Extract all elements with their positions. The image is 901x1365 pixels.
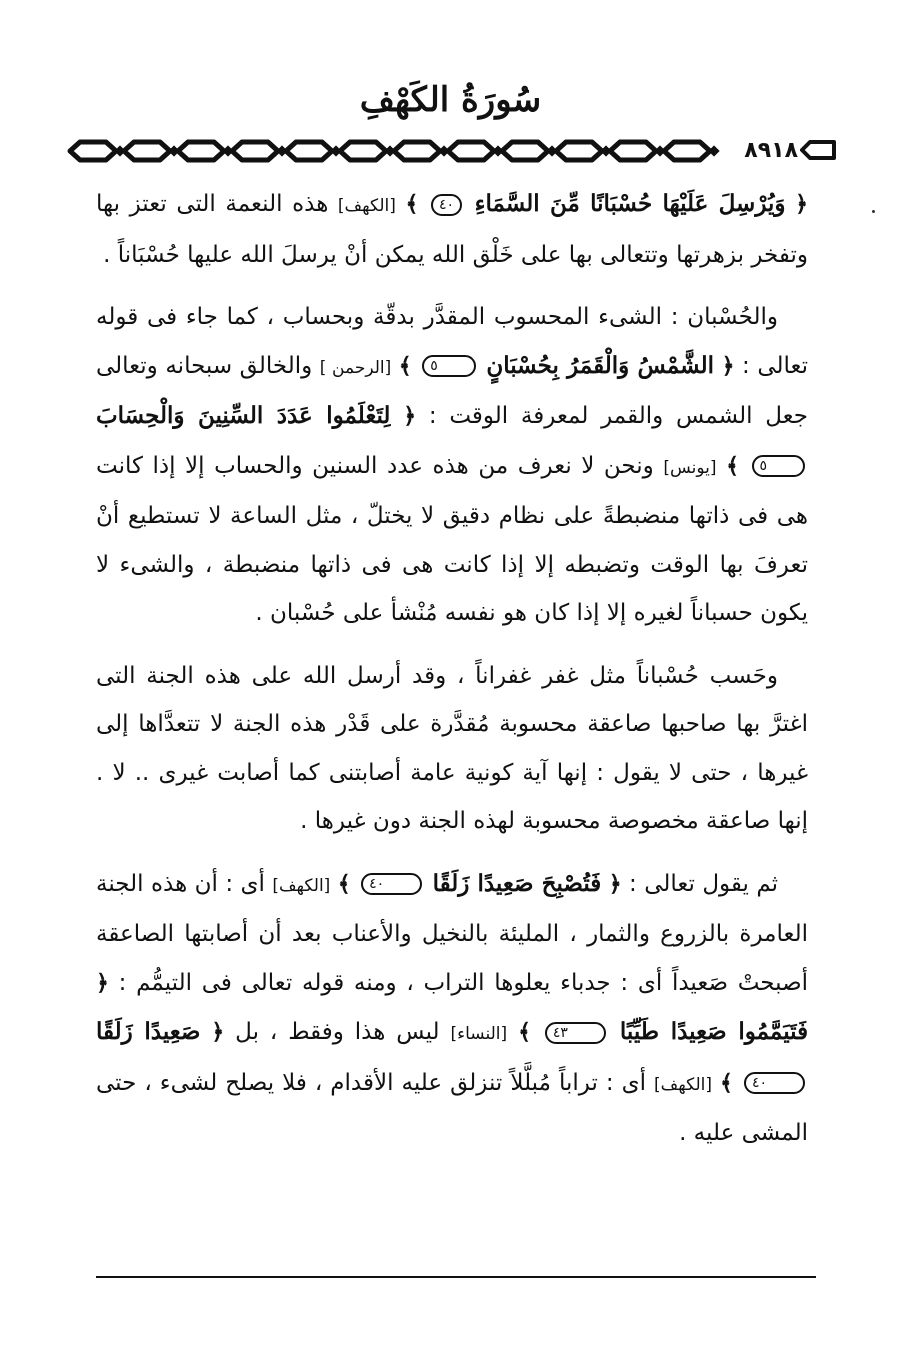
quran-open-bracket: ﴿ — [608, 871, 622, 897]
ayah-number-marker: ٥ — [422, 355, 476, 377]
quran-close-bracket: ﴾ — [405, 192, 419, 217]
paragraph-text: والحُسْبان : الشىء المحسوب المقدَّر بدقّة وبحساب ، كما جاء فى قوله تعالى : — [96, 304, 809, 379]
chain-link — [448, 142, 494, 160]
paragraph-4 — [96, 860, 808, 1158]
chain-link — [70, 142, 116, 160]
quran-open-bracket: ﴿ — [96, 970, 109, 996]
chain-link — [340, 142, 386, 160]
surah-reference: [الكهف] — [337, 196, 396, 216]
stray-mark — [872, 210, 875, 213]
quran-close-bracket: ﴾ — [518, 1020, 531, 1045]
quran-close-bracket: ﴾ — [726, 453, 739, 479]
paragraph-text: أى : تراباً مُبلَّلاً تنزلق عليه الأقدام ، فلا يصلح لشىء ، حتى المشى عليه . — [96, 1069, 808, 1146]
quran-verse: وَيُرْسِلَ عَلَيْهَا حُسْبَانًا مِّنَ السَّمَاءِ — [474, 190, 786, 217]
header-ornament-band — [66, 134, 836, 168]
paragraph-text: والخالق سبحانه وتعالى جعل الشمس والقمر لمعرفة الوقت : — [96, 352, 808, 429]
quran-verse: لِتَعْلَمُوا عَدَدَ السِّنِينَ وَالْحِسَابَ — [96, 402, 391, 429]
page-number: ٨٩١٨ — [744, 138, 798, 163]
quran-verse: فَتَيَمَّمُوا صَعِيدًا طَيِّبًا — [619, 1018, 809, 1045]
quran-open-bracket: ﴿ — [795, 192, 809, 217]
paragraph-text: ثم يقول تعالى : — [629, 870, 779, 897]
paragraph-text: هذه النعمة التى تعتز بها وتفخر بزهرتها وتتعالى بها على خَلْق الله يمكن أنْ يرسلَ الله عليها حُسْبَاناً . — [96, 191, 808, 268]
paragraph-text: وحَسب حُسْباناً مثل غفر غفراناً ، وقد أرسل الله على هذه الجنة التى اغترَّ بها صاحبها صاعقة محسوبة مُقدَّرة على قَدْر هذه الجنة لا تتعدَّاها إلى غيرها ، حتى لا يقول : إنها آية كونية عامة أصابتنى كما أصابت غيرى .. لا . إنها صاعقة مخصوصة محسوبة لهذه الجنة دون غيرها . — [96, 662, 808, 834]
chain-link — [502, 142, 548, 160]
chain-link — [610, 142, 656, 160]
ayah-number-marker: ٤٣ — [545, 1022, 606, 1044]
surah-reference: [الكهف] — [272, 875, 331, 896]
chain-link — [394, 142, 440, 160]
paragraph-1 — [96, 180, 808, 279]
quran-open-bracket: ﴿ — [211, 1020, 225, 1045]
quran-verse: فَتُصْبِحَ صَعِيدًا زَلَقًا — [432, 869, 602, 897]
ayah-number-marker: ٤٠ — [744, 1072, 805, 1094]
quran-open-bracket: ﴿ — [721, 353, 735, 379]
surah-reference: [النساء] — [450, 1024, 508, 1044]
quran-verse: صَعِيدًا زَلَقًا — [96, 1018, 201, 1045]
ayah-number-marker: ٤٠ — [431, 194, 462, 216]
ayah-number-marker: ٤٠ — [361, 873, 422, 895]
quran-verse: الشَّمْسُ وَالْقَمَرُ بِحُسْبَانٍ — [486, 351, 715, 379]
chain-ornament — [66, 134, 721, 168]
paragraph-text: أى : أن هذه الجنة العامرة بالزروع والثمار ، المليئة بالنخيل والأعناب بعد أن أصابتها الصاعقة أصبحتْ صَعيداً أى : جدباء يعلوها التراب ، ومنه قوله تعالى فى التيمُّم : — [96, 870, 809, 996]
chain-link — [178, 142, 224, 160]
chain-link — [232, 142, 278, 160]
paragraph-2 — [96, 293, 808, 638]
paragraph-text: ليس هذا وفقط ، بل — [235, 1019, 440, 1045]
quran-open-bracket: ﴿ — [403, 404, 417, 429]
chain-link — [286, 142, 332, 160]
chain-link — [124, 142, 170, 160]
surah-reference: [يونس] — [663, 457, 717, 478]
surah-reference: [الرحمن ] — [319, 357, 392, 378]
surah-title: سُورَةُ الكَهْفِ — [359, 80, 542, 120]
chain-link — [664, 142, 710, 160]
surah-reference: [الكهف] — [654, 1074, 713, 1095]
body-text — [96, 180, 808, 1172]
footer-rule — [96, 1276, 816, 1278]
chain-diamond — [708, 145, 719, 156]
quran-close-bracket: ﴾ — [720, 1070, 733, 1096]
chain-link — [556, 142, 602, 160]
paragraph-text: ونحن لا نعرف من هذه عدد السنين والحساب إلا إذا كانت هى فى ذاتها منضبطةً على نظام دقيق لا يختلّ ، مثل الساعة لا تستطيع أنْ تعرفَ بها الوقت وتضبطه إلا إذا كانت هى فى ذاتها منضبطة ، والشىء لا يكون حسباناً لغيره إلا إذا كان هو نفسه مُنْشأ على حُسْبان . — [96, 452, 808, 626]
quran-close-bracket: ﴾ — [337, 871, 351, 897]
ayah-number-marker: ٥ — [752, 455, 806, 477]
header-end-cap — [800, 140, 836, 160]
paragraph-3 — [96, 652, 808, 846]
quran-close-bracket: ﴾ — [398, 353, 412, 379]
